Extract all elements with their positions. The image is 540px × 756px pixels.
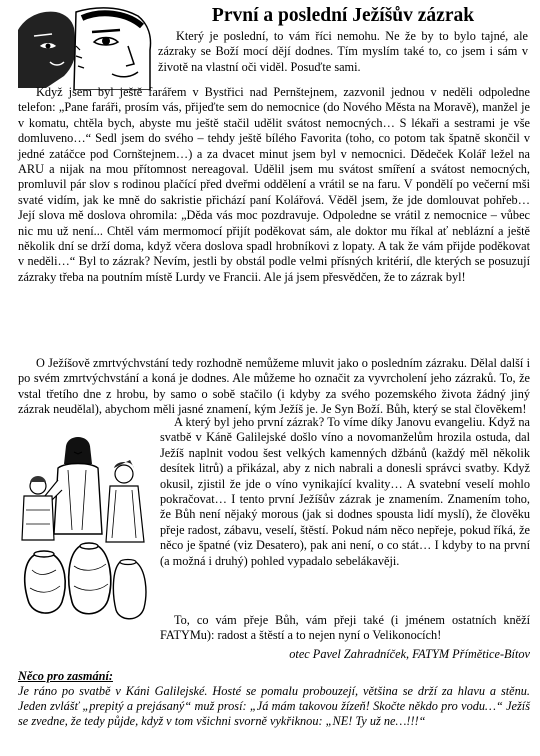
faces-illustration bbox=[16, 6, 152, 90]
article-title: První a poslední Ježíšův zázrak bbox=[211, 5, 475, 26]
joke-text: Je ráno po svatbě v Káni Galilejské. Hosté se pomalu probouzejí, většina se drží za hlavu a stěnu. Jeden zvlášť „prepitý a prejásaný“ muž prosí: „Já mám takovou žízeň! Skočte někdo pro vodu…“ Ježíš se zvedne, že tedy půjde, když v tom všichni svorně vykřiknou: „NE! Ty už ne…!!!“ bbox=[18, 684, 530, 728]
wedding-at-cana-illustration bbox=[16, 430, 150, 626]
resurrection-paragraph: O Ježíšově zmrtvýchvstání tedy rozhodně nemůžeme mluvit jako o posledním zázraku. Dělal další i po svém zmrtvýchvstání a koná je dodnes. Ale můžeme ho označit za vyvrcholení jeho zázraků. To, že vstal třetího dne z hrobu, by samo o sobě stačilo (i kdyby za svého pozemského života žádný jiný zázrak neudělal), abychom měli jasné znamení, kým Ježíš je. Je Syn Boží. Bůh, který se stal člověkem! bbox=[18, 356, 530, 417]
author-signature: otec Pavel Zahradníček, FATYM Přímětice-Bítov bbox=[289, 647, 530, 661]
story-paragraph: Když jsem byl ještě farářem v Bystřici nad Pernštejnem, zazvonil jednou v neděli odpoledne telefon: „Pane faráři, prosím vás, přijeďte sem do nemocnice (do Nového Města na Moravě), manžel je v komatu, chtěla bych, abyste mu ještě stačil udělit svátost nemocných… S lékaři a sestrami je vše domluveno…“ Sedl jsem do svého – tehdy ještě bílého Favorita (toho, co potom tak špatně skončil v jedné zatáčce pod Cornštejnem…) a za dvacet minut jsem byl v nemocnici. Dědeček Kolář ležel na ARU a nijak na mou přítomnost nereagoval. Udělil jsem mu svátost smíření a svátost nemocných, promluvil pár slov s rodinou plačící před dveřmi oddělení a vrátil se na faru. V pondělí po večerní mši svaté vidím, jak ke mně do sakristie přichází paní Kolářová. Věděl jsem, že jde domlouvat pohřeb… Její slova mě doslova ohromila: „Děda vás moc pozdravuje. Odpoledne se vrátil z nemocnice – vůbec nic mu už není... Chtěl vám mermomocí přijít poděkovat sám, ale doktor mu říkal ať neblázní a ještě několik dní se drží doma, když včera doslova spadl hrobníkovi z lopaty. A tak že vám přijde poděkovat v neděli…“ Byl to zázrak? Nevím, jestli by obstál podle velmi přísných kritérií, dle kterých se posuzují zázraky třeba na poutním místě Lurdy ve Francii. Ale já jsem přesvědčen, že to zázrak byl! bbox=[18, 85, 530, 284]
first-miracle-paragraph: A který byl jeho první zázrak? To víme díky Janovu evangeliu. Když na svatbě v Káně Galilejské došlo víno a novomanželům hrozila ostuda, dal Ježíš naplnit vodou šest velkých kamenných džbánů (každý měl několik desítek litrů) a přikázal, aby z nich nabrali a donesli správci svatby. Když okusil, zjistil že jde o víno vynikající kvality… A svatební veselí mohlo pokračovat… I tento první Ježíšův zázrak je znamením. Znamením toho, že Bůh není nějaký morous (jak si dodnes spousta lidí myslí), že člověku přeje radost, zábavu, veselí, štěstí. Pokud nám něco nepřeje, pokud říká, že něco je špatné (viz Desatero), pak ani není, o co stát… I kdyby to na první (a možná i druhý) pohled vypadalo sebelákavěji. bbox=[160, 415, 530, 568]
joke-heading: Něco pro zasmání: bbox=[18, 669, 113, 683]
wish-paragraph: To, co vám přeje Bůh, vám přeji také (i jménem ostatních kněží FATYMu): radost a štěstí a to nejen nyní o Velikonocích! bbox=[160, 613, 530, 643]
intro-paragraph: Který je poslední, to vám říci nemohu. Ne že by to bylo tajné, ale zázraky se Boží mocí dějí dodnes. Tím myslím také to, co jsem i sám v životě na vlastní oči viděl. Posuďte sami. bbox=[158, 29, 528, 74]
